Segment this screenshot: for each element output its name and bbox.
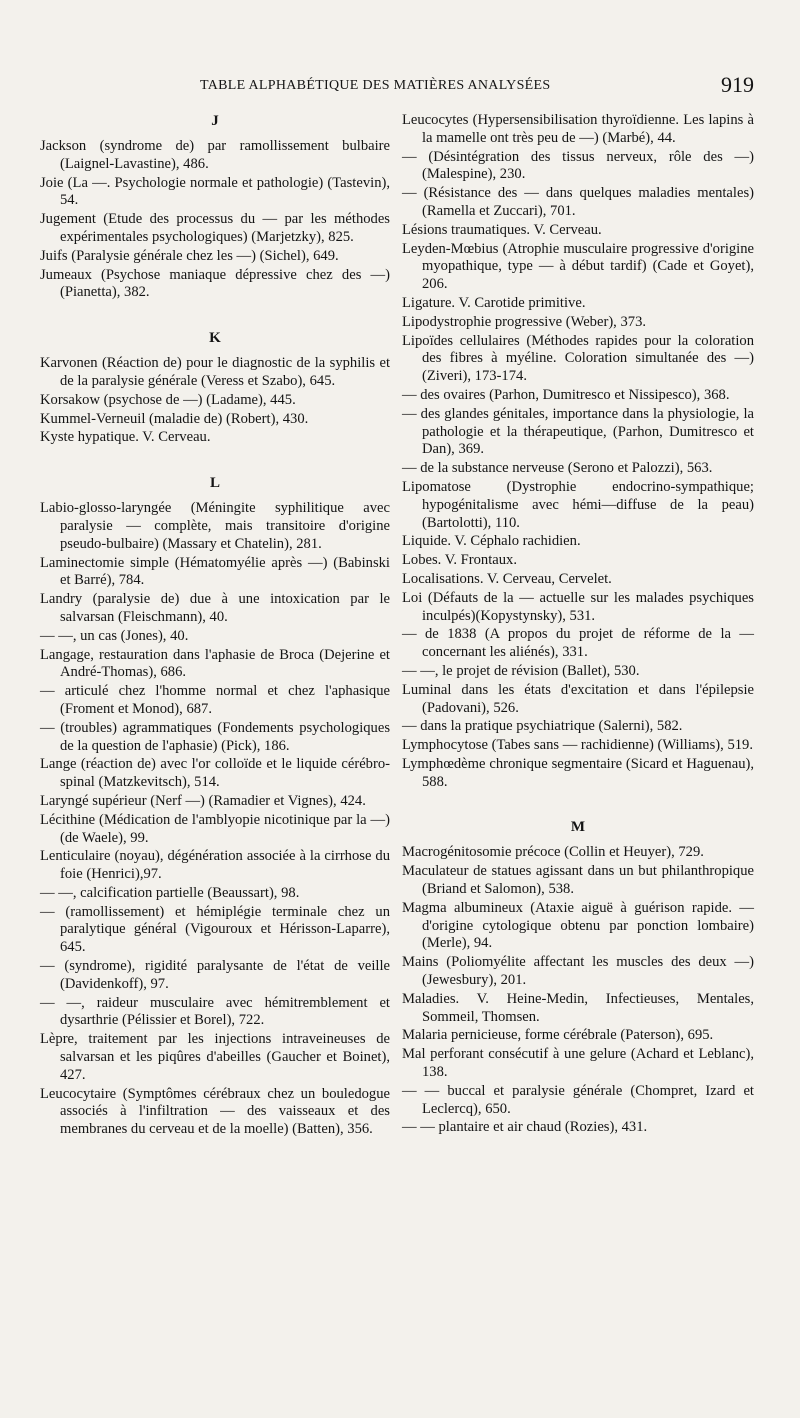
index-entry-joie: Joie (La —. Psychologie normale et pathologie) (Tastevin), 54. xyxy=(40,174,390,209)
index-entry-macrogenitosomie: Macrogénitosomie précoce (Collin et Heuyer), 729. xyxy=(402,844,704,861)
index-entry-luminal-2: — dans la pratique psychiatrique (Salerni), 582. xyxy=(402,718,683,735)
right-column xyxy=(402,112,754,1138)
index-entry-lobes: Lobes. V. Frontaux. xyxy=(402,552,517,569)
index-entry-lipomatose: Lipomatose (Dystrophie endocrino-sympathique; hypogénitalisme avec hémi—diffuse de la peau) (Bartolotti), 110. xyxy=(402,478,754,531)
index-entry-leucocytes: Leucocytes (Hypersensibilisation thyroïdienne. Les lapins à la mamelle ont très peu de —) (Marbé), 44. xyxy=(402,112,754,146)
index-entry-laminectomie: Laminectomie simple (Hématomyélie après —) (Babinski et Barré), 784. xyxy=(40,554,390,589)
index-entry-lymphocytose: Lymphocytose (Tabes sans — rachidienne) (Williams), 519. xyxy=(402,737,753,754)
index-entry-landry: Landry (paralysie de) due à une intoxication par le salvarsan (Fleischmann), 40. xyxy=(40,591,390,625)
index-entry-lipoides: Lipoïdes cellulaires (Méthodes rapides pour la coloration des fibres à myéline. Coloration simultanée des —) (Ziveri), 173-174. xyxy=(402,332,754,385)
index-entry-magma: Magma albumineux (Ataxie aiguë à guérison rapide. — d'origine cytologique obtenu par ponction lombaire)(Merle), 94. xyxy=(402,899,754,952)
index-entry-malaria: Malaria pernicieuse, forme cérébrale (Paterson), 695. xyxy=(402,1027,714,1044)
index-entry-langage: Langage, restauration dans l'aphasie de Broca (Dejerine et André-Thomas), 686. xyxy=(40,646,390,681)
index-entry-lymphoedeme: Lymphœdème chronique segmentaire (Sicard et Haguenau), 588. xyxy=(402,755,754,790)
section-heading-m: M xyxy=(570,819,586,836)
index-entry-liquide: Liquide. V. Céphalo rachidien. xyxy=(402,533,581,550)
index-entry-ligature: Ligature. V. Carotide primitive. xyxy=(402,294,586,311)
index-entry-langage-2: — articulé chez l'homme normal et chez l'aphasique (Froment et Monod), 687. xyxy=(40,683,390,717)
index-entry-lipoides-4: — de la substance nerveuse (Serono et Palozzi), 563. xyxy=(402,460,713,477)
section-heading-k: K xyxy=(209,330,221,347)
index-entry-leucocytaire: Leucocytaire (Symptômes cérébraux chez un bouledogue associés à l'infiltration — des vaisseaux et des membranes du cerveau et de la moelle) (Batten), 356. xyxy=(40,1085,390,1138)
page-number: 919 xyxy=(721,72,754,97)
index-entry-jugement: Jugement (Etude des processus du — par les méthodes expérimentales psychologiques) (Marjetzky), 825. xyxy=(40,211,390,245)
index-entry-lenticulaire-3: — (ramollissement) et hémiplégie terminale chez un paralytique général (Vigouroux et Hérisson-Laparre), 645. xyxy=(40,903,390,956)
index-entry-karvonen: Karvonen (Réaction de) pour le diagnostic de la syphilis et de la paralysie générale (Veress et Szabo), 645. xyxy=(40,355,390,389)
index-entry-maladies: Maladies. V. Heine-Medin, Infectieuses, Mentales, Sommeil, Thomsen. xyxy=(402,990,754,1025)
index-entry-landry-2: — —, un cas (Jones), 40. xyxy=(40,627,189,644)
index-entry-korsakow: Korsakow (psychose de —) (Ladame), 445. xyxy=(40,391,296,408)
index-entry-mal-2: — — buccal et paralysie générale (Chompret, Izard et Leclercq), 650. xyxy=(402,1082,754,1117)
index-entry-mains: Mains (Poliomyélite affectant les muscles des deux —) (Jewesbury), 201. xyxy=(402,954,754,989)
index-entry-lenticulaire-5: — —, raideur musculaire avec hémitremblement et dysarthrie (Pélissier et Borel), 722. xyxy=(40,994,390,1029)
index-entry-localisations: Localisations. V. Cerveau, Cervelet. xyxy=(402,570,612,587)
index-entry-lenticulaire-2: — —, calcification partielle (Beaussart), 98. xyxy=(40,884,300,901)
index-entry-mal: Mal perforant consécutif à une gelure (Achard et Leblanc), 138. xyxy=(402,1046,754,1081)
index-entry-lecithine: Lécithine (Médication de l'amblyopie nicotinique par la —)(de Waele), 99. xyxy=(40,811,390,846)
index-entry-lange: Lange (réaction de) avec l'or colloïde et le liquide cérébro-spinal (Matzkevitsch), 514. xyxy=(40,756,390,791)
index-entry-kyste: Kyste hypatique. V. Cerveau. xyxy=(40,429,211,446)
index-entry-lenticulaire: Lenticulaire (noyau), dégénération associée à la cirrhose du foie (Henrici),97. xyxy=(40,848,390,883)
index-entry-lipoides-3: — des glandes génitales, importance dans la physiologie, la pathologie et la thérapeutique, (Parhon, Dumitresco et Dan), 369. xyxy=(402,405,754,458)
left-column xyxy=(40,112,390,1140)
index-entry-lipoides-2: — des ovaires (Parhon, Dumitresco et Nissipesco), 368. xyxy=(402,386,730,403)
index-entry-kummel: Kummel-Verneuil (maladie de) (Robert), 430. xyxy=(40,410,309,427)
index-entry-loi-2: — de 1838 (A propos du projet de réforme de la — concernant les aliénés), 331. xyxy=(402,626,754,661)
index-entry-lepre: Lèpre, traitement par les injections intraveineuses de salvarsan et les piqûres d'abeilles (Gaucher et Boinet), 427. xyxy=(40,1031,390,1083)
index-entry-lenticulaire-4: — (syndrome), rigidité paralysante de l'état de veille (Davidenkoff), 97. xyxy=(40,958,390,992)
index-entry-leucocytes-2: — (Désintégration des tissus nerveux, rôle des —) (Malespine), 230. xyxy=(402,148,754,183)
page-header xyxy=(60,74,754,104)
index-entry-langage-3: — (troubles) agrammatiques (Fondements psychologiques de la question de l'aphasie) (Pick), 186. xyxy=(40,719,390,754)
index-entry-leyden: Leyden-Mœbius (Atrophie musculaire progressive d'origine myopathique, type — à début tardif) (Cade et Goyet), 206. xyxy=(402,240,754,293)
index-entry-mal-3: — — plantaire et air chaud (Rozies), 431. xyxy=(402,1119,648,1136)
index-entry-loi: Loi (Défauts de la — actuelle sur les malades psychiques inculpés)(Kopystynsky), 531. xyxy=(402,589,754,624)
index-entry-jumeaux: Jumeaux (Psychose maniaque dépressive chez des —) (Pianetta), 382. xyxy=(40,266,390,301)
index-entry-laryngé: Laryngé supérieur (Nerf —) (Ramadier et Vignes), 424. xyxy=(40,792,366,809)
section-heading-j: J xyxy=(211,113,219,129)
running-title: TABLE ALPHABÉTIQUE DES MATIÈRES ANALYSÉES xyxy=(200,78,551,93)
index-entry-labio: Labio-glosso-laryngée (Méningite syphilitique avec paralysie — complète, mais transitoire d'origine pseudo-bulbaire) (Massary et Chatelin), 281. xyxy=(40,500,390,552)
index-entry-loi-3: — —, le projet de révision (Ballet), 530. xyxy=(402,662,640,679)
index-entry-jackson: Jackson (syndrome de) par ramollissement bulbaire (Laignel-Lavastine), 486. xyxy=(40,138,390,172)
index-entry-juifs: Juifs (Paralysie générale chez les —) (Sichel), 649. xyxy=(40,247,339,264)
index-entry-leucocytes-3: — (Résistance des — dans quelques maladies mentales) (Ramella et Zuccari), 701. xyxy=(402,185,754,219)
index-entry-luminal: Luminal dans les états d'excitation et dans l'épilepsie (Padovani), 526. xyxy=(402,681,754,716)
index-entry-maculateur: Maculateur de statues agissant dans un but philanthropique (Briand et Salomon), 538. xyxy=(402,863,754,898)
index-entry-lipodystrophie: Lipodystrophie progressive (Weber), 373. xyxy=(402,313,647,330)
section-heading-l: L xyxy=(209,475,220,492)
index-entry-lesions: Lésions traumatiques. V. Cerveau. xyxy=(402,221,602,238)
